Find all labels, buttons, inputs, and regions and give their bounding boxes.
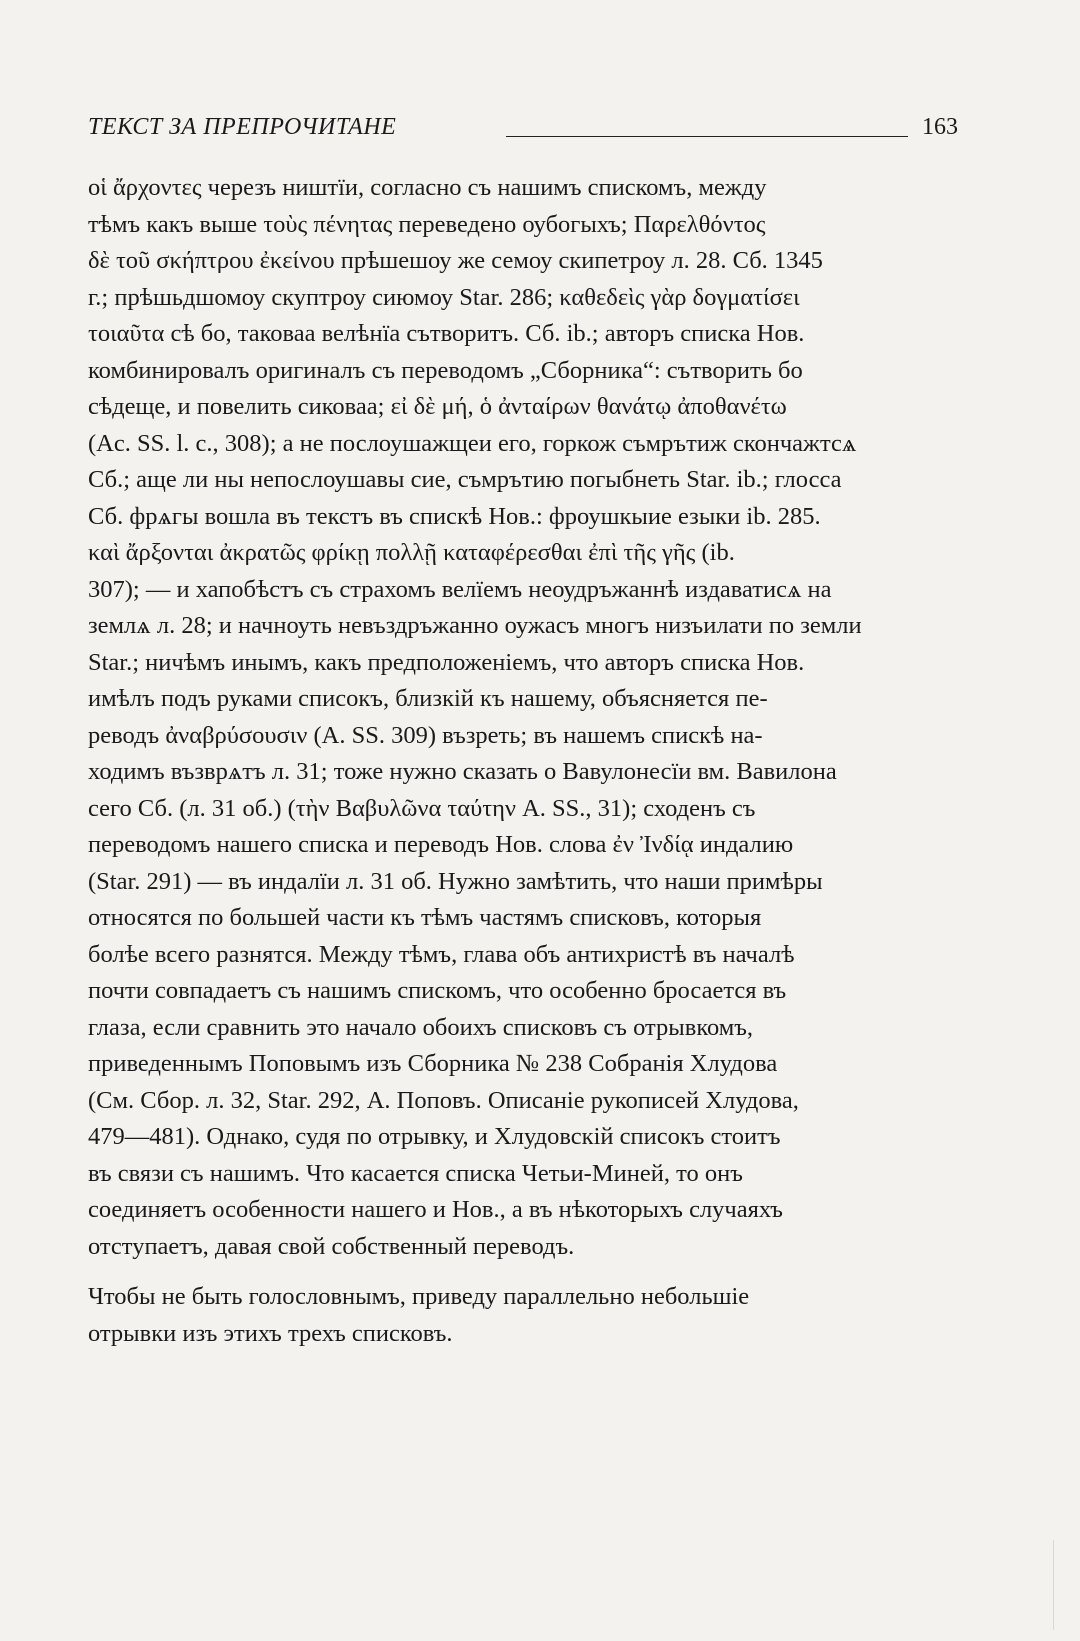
text-line: отрывки изъ этихъ трехъ списковъ. bbox=[88, 1319, 453, 1347]
paragraph-2 bbox=[88, 1279, 958, 1352]
running-header bbox=[88, 114, 958, 144]
text-line: комбинировалъ оригиналъ съ переводомъ „Сборника“: сътворить бо bbox=[88, 356, 803, 384]
paragraph-1 bbox=[88, 170, 958, 1265]
text-line: землѧ л. 28; и начноуть невъздръжанно оужасъ многъ низъилати по земли bbox=[88, 612, 862, 639]
text-line: сѣдеще, и повелить сиковаа; εἰ δὲ μή, ὁ ἀνταίρων θανάτῳ ἀποθανέτω bbox=[88, 393, 787, 420]
text-line: ходимъ възврѧтъ л. 31; тоже нужно сказать о Вавулонесїи вм. Вавилона bbox=[88, 758, 837, 785]
text-line: приведеннымъ Поповымъ изъ Сборника № 238 Собранiя Хлудова bbox=[88, 1050, 778, 1077]
text-line: (Star. 291) — въ индалїи л. 31 об. Нужно замѣтить, что наши примѣры bbox=[88, 867, 823, 895]
text-line: реводъ ἀναβρύσουσιν (A. SS. 309) възреть; въ нашемъ спискѣ на- bbox=[88, 721, 763, 749]
text-line: τοιαῦτα сѣ бо, таковаа велѣнїа сътворитъ. Сб. ib.; авторъ списка Нов. bbox=[88, 320, 805, 347]
text-line: соединяетъ особенности нашего и Нов., а въ нѣкоторыхъ случаяхъ bbox=[88, 1196, 783, 1223]
main-text bbox=[88, 170, 958, 1352]
header-rule bbox=[506, 136, 908, 137]
text-line: глаза, если сравнить это начало обоихъ списковъ съ отрывкомъ, bbox=[88, 1013, 754, 1041]
text-line: г.; прѣшьдшомоу скуптроу сиюмоу Star. 286; καθεδεὶς γὰρ δογματίσει bbox=[88, 283, 800, 311]
text-line: тѣмъ какъ выше τοὺς πένητας переведено оубогыхъ; Παρελθόντος bbox=[88, 210, 766, 238]
text-line: 479—481). Однако, судя по отрывку, и Хлудовскiй списокъ стоитъ bbox=[88, 1123, 781, 1150]
text-line: болѣе всего разнятся. Между тѣмъ, глава объ антихристѣ въ началѣ bbox=[88, 940, 795, 968]
text-line: καὶ ἄρξονται ἀκρατῶς φρίκῃ πολλῇ καταφέρεσθαι ἐπὶ τῆς γῆς (ib. bbox=[88, 539, 735, 566]
text-line: относятся по большей части къ тѣмъ частямъ списковъ, которыя bbox=[88, 904, 762, 931]
text-line: въ связи съ нашимъ. Что касается списка Четьи-Миней, то онъ bbox=[88, 1159, 743, 1187]
text-line: переводомъ нашего списка и переводъ Нов. слова ἐν Ἰνδίᾳ индалию bbox=[88, 831, 794, 858]
text-line: 307); — и хапобѣстъ съ страхомъ велїемъ неоудръжаннѣ издаватисѧ на bbox=[88, 575, 832, 603]
paragraph-gap bbox=[88, 1265, 958, 1279]
text-line: (См. Сбор. л. 32, Star. 292, А. Поповъ. Описанiе рукописей Хлудова, bbox=[88, 1086, 799, 1114]
text-line: Star.; ничѣмъ инымъ, какъ предположенiемъ, что авторъ списка Нов. bbox=[88, 648, 805, 676]
text-line: δὲ τοῦ σκήπτρου ἐκείνου прѣшешоу же семоу скипетроу л. 28. Сб. 1345 bbox=[88, 247, 823, 274]
text-line: (Ac. SS. l. c., 308); а не послоушажщеи его, горкож съмрътиж скончажтсѧ bbox=[88, 429, 857, 457]
text-line: сего Сб. (л. 31 об.) (τὴν Βαβυλῶνα ταύτην A. SS., 31); сходенъ съ bbox=[88, 794, 756, 822]
scan-margin-mark bbox=[1053, 1540, 1068, 1630]
text-line: имѣлъ подъ руками списокъ, близкiй къ нашему, объясняется пе- bbox=[88, 685, 768, 712]
running-title: ТЕКСТ ЗА ПРЕПРОЧИТАНЕ bbox=[88, 114, 397, 140]
text-line: Сб. фрѧгы вошла въ текстъ въ спискѣ Нов.: фроушкыие езыки ib. 285. bbox=[88, 502, 821, 530]
text-line: οἱ ἄρχοντες черезъ ништїи, согласно съ нашимъ спискомъ, между bbox=[88, 174, 767, 201]
text-line: почти совпадаетъ съ нашимъ спискомъ, что особенно бросается въ bbox=[88, 977, 787, 1004]
text-line: Чтобы не быть голословнымъ, приведу параллельно небольшiе bbox=[88, 1283, 750, 1310]
text-line: отступаетъ, давая свой собственный переводъ. bbox=[88, 1232, 575, 1260]
text-line: Сб.; аще ли ны непослоушавы сие, съмрътию погыбнеть Star. ib.; глосса bbox=[88, 466, 842, 493]
page-number: 163 bbox=[922, 114, 958, 140]
